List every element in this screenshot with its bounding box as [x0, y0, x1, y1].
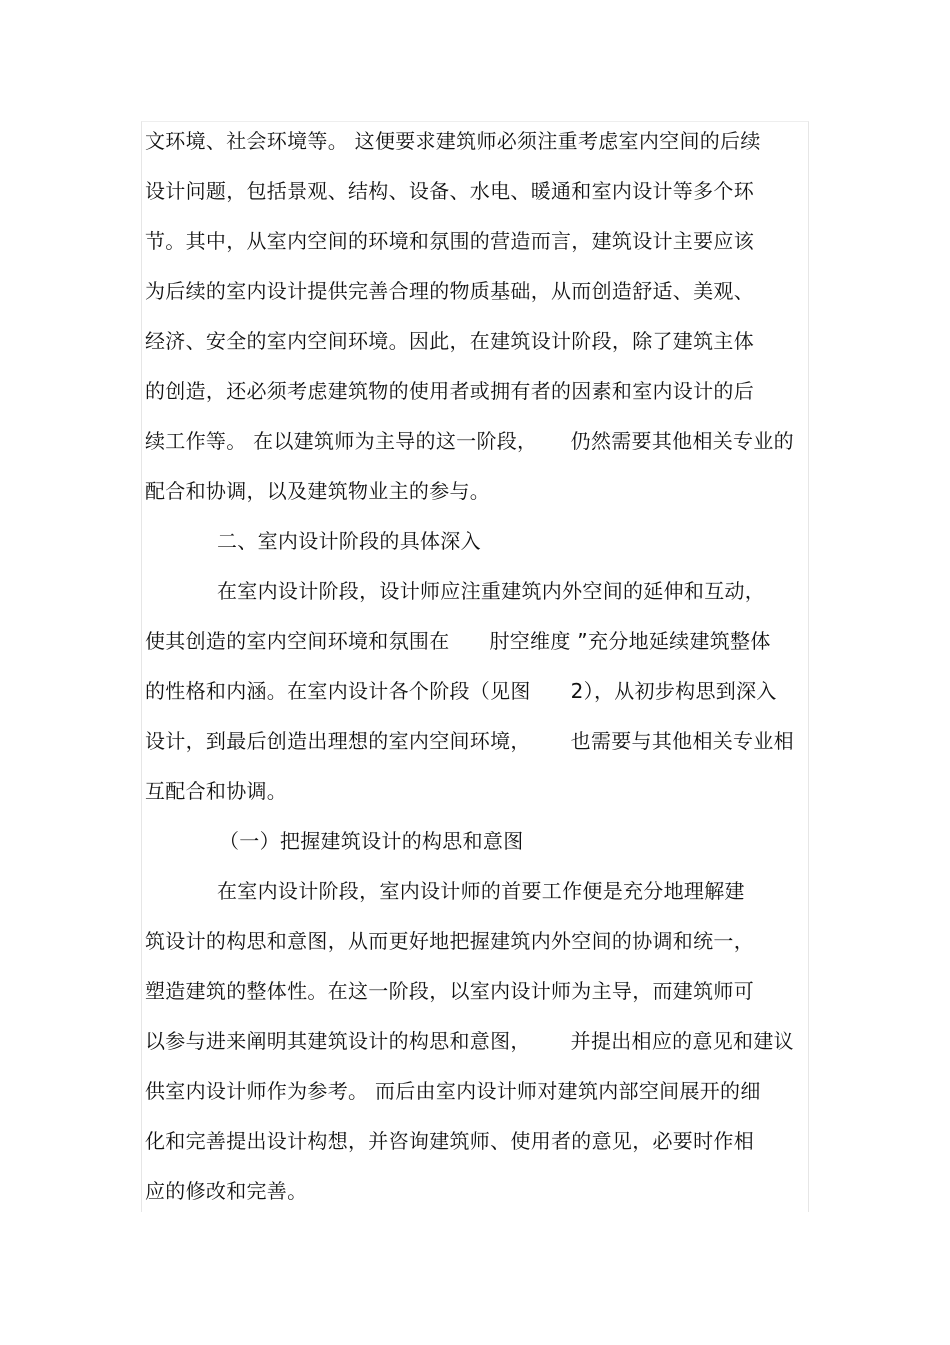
body-text-line: 文环境、社会环境等。 这便要求建筑师必须注重考虑室内空间的后续	[145, 129, 761, 153]
body-text-line: 经济、安全的室内空间环境。因此，在建筑设计阶段，除了建筑主体	[145, 329, 754, 353]
body-text-line: 互配合和协调。	[145, 779, 288, 803]
subsection-heading: （一）把握建筑设计的构思和意图	[219, 829, 524, 853]
body-text-line: 节。其中，从室内空间的环境和氛围的营造而言，建筑设计主要应该	[145, 229, 754, 253]
body-text-line: 应的修改和完善。	[145, 1179, 308, 1203]
body-text-line: 使其创造的室内空间环境和氛围在 肘空维度 ”充分地延续建筑整体	[145, 629, 771, 653]
body-text-line: 筑设计的构思和意图，从而更好地把握建筑内外空间的协调和统一，	[145, 929, 754, 953]
body-text-line: 化和完善提出设计构想，并咨询建筑师、使用者的意见，必要时作相	[145, 1129, 754, 1153]
section-heading: 二、室内设计阶段的具体深入	[217, 529, 481, 553]
body-text-line: 为后续的室内设计提供完善合理的物质基础，从而创造舒适、美观、	[145, 279, 754, 303]
body-text-line: 供室内设计师作为参考。 而后由室内设计师对建筑内部空间展开的细	[145, 1079, 761, 1103]
body-text-line: 设计问题，包括景观、结构、设备、水电、暖通和室内设计等多个环	[145, 179, 754, 203]
paragraph-first-line: 在室内设计阶段，室内设计师的首要工作便是充分地理解建	[217, 879, 745, 903]
paragraph-first-line: 在室内设计阶段，设计师应注重建筑内外空间的延伸和互动，	[217, 579, 766, 603]
body-text-line: 塑造建筑的整体性。在这一阶段，以室内设计师为主导，而建筑师可	[145, 979, 754, 1003]
body-text-line: 的性格和内涵。在室内设计各个阶段（见图 2），从初步构思到深入	[145, 679, 777, 703]
body-text-line: 设计，到最后创造出理想的室内空间环境， 也需要与其他相关专业相	[145, 729, 794, 753]
body-text-line: 以参与进来阐明其建筑设计的构思和意图， 并提出相应的意见和建议	[145, 1029, 794, 1053]
body-text-line: 配合和协调，以及建筑物业主的参与。	[145, 479, 491, 503]
body-text-line: 的创造，还必须考虑建筑物的使用者或拥有者的因素和室内设计的后	[145, 379, 754, 403]
body-text-line: 续工作等。 在以建筑师为主导的这一阶段， 仍然需要其他相关专业的	[145, 429, 794, 453]
